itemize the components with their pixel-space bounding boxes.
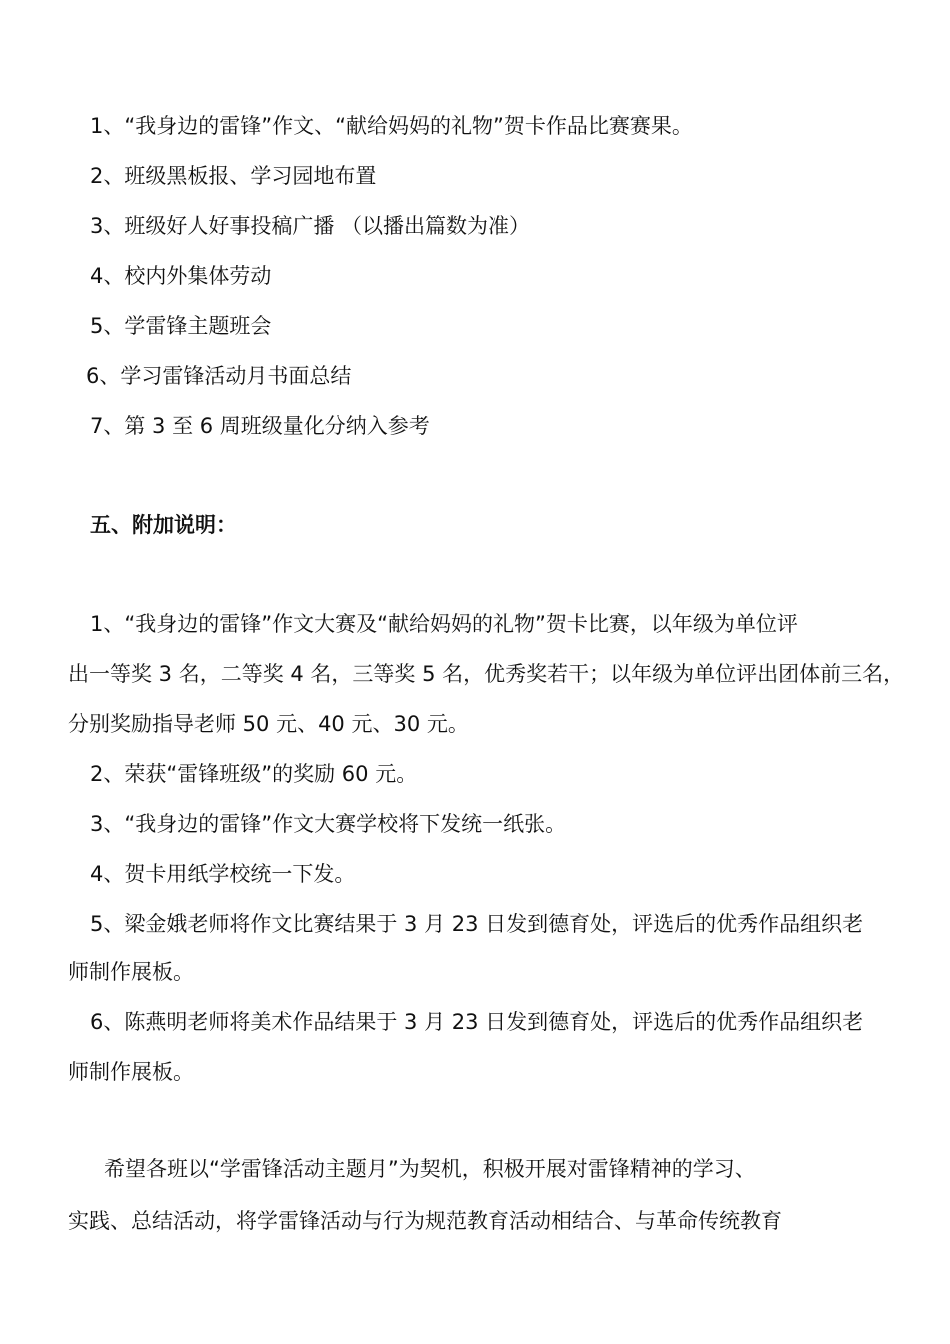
note-line: 6、陈燕明老师将美术作品结果于 3 月 23 日发到德育处，评选后的优秀作品组织老	[90, 1010, 864, 1034]
criteria-item: 6、学习雷锋活动月书面总结	[86, 364, 352, 388]
criteria-item: 7、第 3 至 6 周班级量化分纳入参考	[90, 414, 430, 438]
criteria-item: 3、班级好人好事投稿广播 （以播出篇数为准）	[90, 214, 531, 238]
closing-line: 希望各班以“学雷锋活动主题月”为契机，积极开展对雷锋精神的学习、	[104, 1157, 756, 1181]
note-line: 出一等奖 3 名，二等奖 4 名，三等奖 5 名，优秀奖若干；以年级为单位评出团体前三名，	[68, 662, 905, 686]
criteria-item: 2、班级黑板报、学习园地布置	[90, 164, 377, 188]
note-line: 师制作展板。	[68, 960, 194, 984]
note-line: 5、梁金娥老师将作文比赛结果于 3 月 23 日发到德育处，评选后的优秀作品组织老	[90, 912, 864, 936]
note-line: 1、“我身边的雷锋”作文大赛及“献给妈妈的礼物”贺卡比赛，以年级为单位评	[90, 612, 798, 636]
note-line: 师制作展板。	[68, 1060, 194, 1084]
criteria-item: 1、“我身边的雷锋”作文、“献给妈妈的礼物”贺卡作品比赛赛果。	[90, 114, 693, 138]
closing-line: 实践、总结活动，将学雷锋活动与行为规范教育活动相结合、与革命传统教育	[68, 1209, 782, 1233]
section-heading: 五、附加说明：	[90, 513, 237, 537]
note-line: 4、贺卡用纸学校统一下发。	[90, 862, 356, 886]
note-line: 分别奖励指导老师 50 元、40 元、30 元。	[68, 712, 469, 736]
note-line: 3、“我身边的雷锋”作文大赛学校将下发统一纸张。	[90, 812, 567, 836]
criteria-item: 5、学雷锋主题班会	[90, 314, 272, 338]
note-line: 2、荣获“雷锋班级”的奖励 60 元。	[90, 762, 418, 786]
criteria-item: 4、校内外集体劳动	[90, 264, 272, 288]
